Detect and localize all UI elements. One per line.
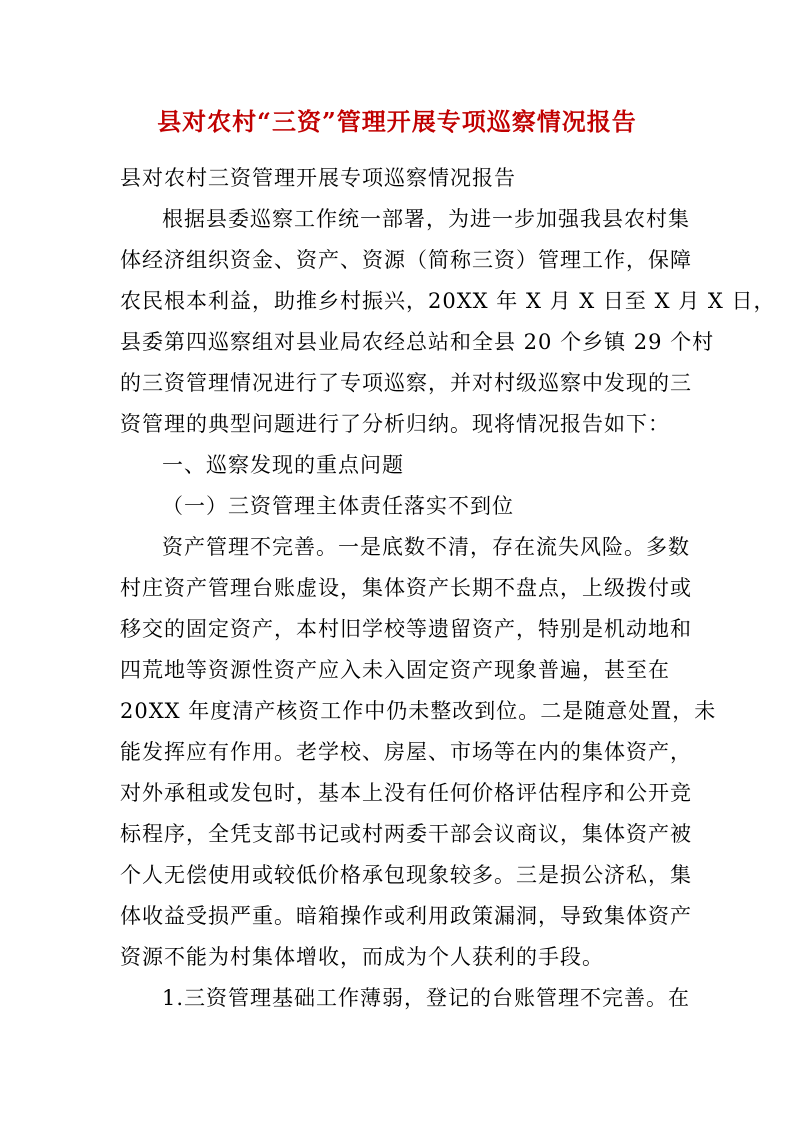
text-line: 体收益受损严重。暗箱操作或利用政策漏洞，导致集体资产 [120,904,692,928]
text-line: 标程序，全凭支部书记或村两委干部会议商议，集体资产被 [120,822,692,846]
text-line: 资产管理不完善。一是底数不清，存在流失风险。多数 [162,535,690,559]
text-line: 1.三资管理基础工作薄弱，登记的台账管理不完善。在 [162,986,691,1010]
text-line: 20XX 年度清产核资工作中仍未整改到位。二是随意处置，未 [120,699,717,723]
text-line: 个人无偿使用或较低价格承包现象较多。三是损公济私，集 [120,863,692,887]
text-line: 县委第四巡察组对县业局农经总站和全县 20 个乡镇 29 个村 [120,330,715,354]
text-line: 移交的固定资产，本村旧学校等遗留资产，特别是机动地和 [120,617,692,641]
text-line: 能发挥应有作用。老学校、房屋、市场等在内的集体资产， [120,740,692,764]
text-line: 对外承租或发包时，基本上没有任何价格评估程序和公开竞 [120,781,692,805]
text-line: 根据县委巡察工作统一部署，为进一步加强我县农村集 [162,207,690,231]
text-line: 村庄资产管理台账虚设，集体资产长期不盘点，上级拨付或 [120,576,692,600]
text-line: 的三资管理情况进行了专项巡察，并对村级巡察中发现的三 [120,371,692,395]
text-line: 四荒地等资源性资产应入未入固定资产现象普遍，甚至在 [120,658,670,682]
text-line: 资管理的典型问题进行了分析归纳。现将情况报告如下： [120,412,670,436]
text-line: （一）三资管理主体责任落实不到位 [162,494,514,518]
text-line: 资源不能为村集体增收，而成为个人获利的手段。 [120,945,604,969]
text-line: 农民根本利益，助推乡村振兴，20XX 年 X 月 X 日至 X 月 X 日， [120,289,776,313]
document-title: 县对农村“三资”管理开展专项巡察情况报告 [157,107,637,136]
text-line: 一、巡察发现的重点问题 [162,453,404,477]
document-subtitle: 县对农村三资管理开展专项巡察情况报告 [120,166,516,190]
document-body [120,158,776,1019]
text-line: 体经济组织资金、资产、资源（简称三资）管理工作，保障 [120,248,692,272]
